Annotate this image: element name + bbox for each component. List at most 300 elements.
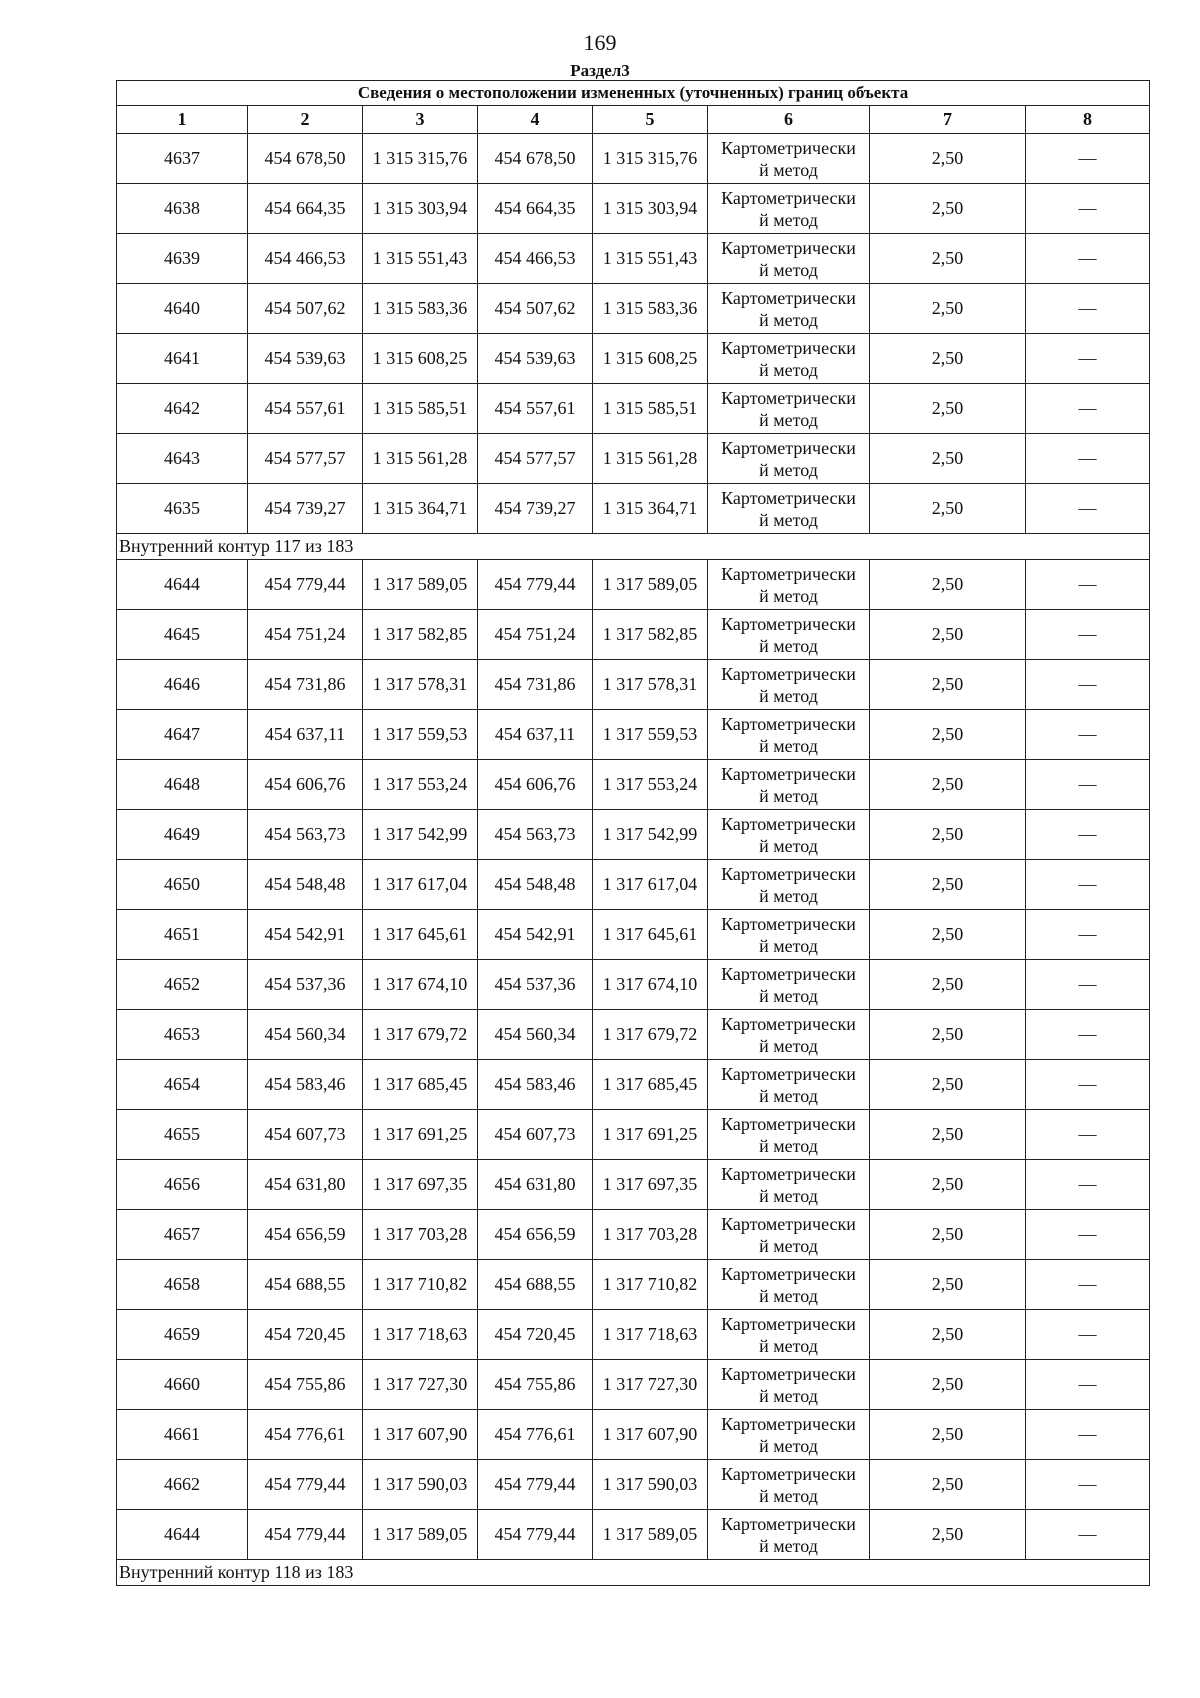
description-cell: — [1026,1060,1150,1110]
x-coordinate-new-cell: 454 779,44 [478,1460,593,1510]
x-coordinate-existing-cell: 454 557,61 [248,384,363,434]
y-coordinate-existing-cell: 1 315 551,43 [363,234,478,284]
column-number-row [117,106,1150,134]
x-coordinate-new-cell: 454 637,11 [478,710,593,760]
table-row [117,1410,1150,1460]
y-coordinate-existing-cell: 1 317 703,28 [363,1210,478,1260]
accuracy-cell: 2,50 [870,1160,1026,1210]
method-cell [708,760,870,810]
accuracy-cell: 2,50 [870,810,1026,860]
y-coordinate-new-cell: 1 317 578,31 [593,660,708,710]
x-coordinate-new-cell: 454 542,91 [478,910,593,960]
method-line: й метод [759,785,818,806]
accuracy-cell: 2,50 [870,860,1026,910]
method-line: Картометрически [721,713,856,734]
y-coordinate-new-cell: 1 317 697,35 [593,1160,708,1210]
method-line: Картометрически [721,1413,856,1434]
accuracy-cell: 2,50 [870,334,1026,384]
method-line: Картометрически [721,913,856,934]
accuracy-cell: 2,50 [870,1310,1026,1360]
description-cell: — [1026,234,1150,284]
x-coordinate-existing-cell: 454 688,55 [248,1260,363,1310]
y-coordinate-new-cell: 1 315 551,43 [593,234,708,284]
table-row [117,1110,1150,1160]
method-line: Картометрически [721,337,856,358]
point-number-cell: 4656 [117,1160,248,1210]
y-coordinate-new-cell: 1 315 608,25 [593,334,708,384]
x-coordinate-existing-cell: 454 751,24 [248,610,363,660]
method-line: Картометрически [721,1013,856,1034]
y-coordinate-new-cell: 1 317 679,72 [593,1010,708,1060]
table-row [117,1510,1150,1560]
contour-row [117,1560,1150,1586]
column-number: 5 [593,106,708,134]
method-line: Картометрически [721,1063,856,1084]
accuracy-cell: 2,50 [870,1210,1026,1260]
y-coordinate-new-cell: 1 317 589,05 [593,560,708,610]
x-coordinate-existing-cell: 454 731,86 [248,660,363,710]
y-coordinate-existing-cell: 1 315 364,71 [363,484,478,534]
description-cell: — [1026,184,1150,234]
method-line: Картометрически [721,813,856,834]
y-coordinate-existing-cell: 1 317 685,45 [363,1060,478,1110]
point-number-cell: 4637 [117,134,248,184]
method-line: Картометрически [721,763,856,784]
point-number-cell: 4651 [117,910,248,960]
y-coordinate-existing-cell: 1 315 315,76 [363,134,478,184]
y-coordinate-existing-cell: 1 317 589,05 [363,1510,478,1560]
accuracy-cell: 2,50 [870,1460,1026,1510]
y-coordinate-new-cell: 1 317 559,53 [593,710,708,760]
accuracy-cell: 2,50 [870,710,1026,760]
method-line: Картометрически [721,1163,856,1184]
method-line: й метод [759,1035,818,1056]
method-line: й метод [759,1485,818,1506]
method-cell [708,1060,870,1110]
accuracy-cell: 2,50 [870,1110,1026,1160]
boundary-coordinates-table [116,80,1150,1586]
table-row [117,910,1150,960]
x-coordinate-new-cell: 454 557,61 [478,384,593,434]
method-line: й метод [759,1285,818,1306]
method-cell [708,610,870,660]
table-row [117,560,1150,610]
y-coordinate-new-cell: 1 317 553,24 [593,760,708,810]
method-cell [708,1160,870,1210]
method-line: й метод [759,885,818,906]
x-coordinate-existing-cell: 454 678,50 [248,134,363,184]
method-cell [708,134,870,184]
x-coordinate-new-cell: 454 678,50 [478,134,593,184]
x-coordinate-existing-cell: 454 537,36 [248,960,363,1010]
y-coordinate-existing-cell: 1 317 697,35 [363,1160,478,1210]
description-cell: — [1026,610,1150,660]
accuracy-cell: 2,50 [870,1410,1026,1460]
point-number-cell: 4635 [117,484,248,534]
y-coordinate-existing-cell: 1 317 679,72 [363,1010,478,1060]
table-title-row [117,81,1150,106]
method-cell [708,810,870,860]
description-cell: — [1026,810,1150,860]
method-line: й метод [759,309,818,330]
method-cell [708,1010,870,1060]
method-line: й метод [759,1235,818,1256]
y-coordinate-existing-cell: 1 317 590,03 [363,1460,478,1510]
method-line: й метод [759,835,818,856]
accuracy-cell: 2,50 [870,384,1026,434]
y-coordinate-existing-cell: 1 317 553,24 [363,760,478,810]
y-coordinate-new-cell: 1 317 685,45 [593,1060,708,1110]
description-cell: — [1026,384,1150,434]
description-cell: — [1026,1260,1150,1310]
x-coordinate-existing-cell: 454 656,59 [248,1210,363,1260]
method-line: й метод [759,1085,818,1106]
x-coordinate-new-cell: 454 466,53 [478,234,593,284]
point-number-cell: 4641 [117,334,248,384]
y-coordinate-new-cell: 1 315 315,76 [593,134,708,184]
accuracy-cell: 2,50 [870,484,1026,534]
column-number: 6 [708,106,870,134]
description-cell: — [1026,1310,1150,1360]
point-number-cell: 4642 [117,384,248,434]
x-coordinate-existing-cell: 454 739,27 [248,484,363,534]
description-cell: — [1026,760,1150,810]
x-coordinate-new-cell: 454 583,46 [478,1060,593,1110]
method-cell [708,1310,870,1360]
column-number: 3 [363,106,478,134]
point-number-cell: 4659 [117,1310,248,1360]
x-coordinate-existing-cell: 454 548,48 [248,860,363,910]
method-line: Картометрически [721,287,856,308]
y-coordinate-existing-cell: 1 317 589,05 [363,560,478,610]
table-row [117,234,1150,284]
x-coordinate-new-cell: 454 631,80 [478,1160,593,1210]
table-row [117,434,1150,484]
table-row [117,1210,1150,1260]
method-cell [708,660,870,710]
description-cell: — [1026,960,1150,1010]
method-line: й метод [759,985,818,1006]
y-coordinate-existing-cell: 1 317 542,99 [363,810,478,860]
x-coordinate-existing-cell: 454 560,34 [248,1010,363,1060]
method-cell [708,1110,870,1160]
contour-label: Внутренний контур 118 из 183 [117,1560,1150,1586]
description-cell: — [1026,434,1150,484]
method-line: Картометрически [721,1363,856,1384]
method-line: Картометрически [721,963,856,984]
x-coordinate-new-cell: 454 560,34 [478,1010,593,1060]
y-coordinate-existing-cell: 1 317 607,90 [363,1410,478,1460]
table-row [117,660,1150,710]
accuracy-cell: 2,50 [870,960,1026,1010]
description-cell: — [1026,1360,1150,1410]
x-coordinate-new-cell: 454 664,35 [478,184,593,234]
x-coordinate-new-cell: 454 720,45 [478,1310,593,1360]
method-line: Картометрически [721,237,856,258]
x-coordinate-new-cell: 454 537,36 [478,960,593,1010]
y-coordinate-existing-cell: 1 317 718,63 [363,1310,478,1360]
table-row [117,860,1150,910]
x-coordinate-existing-cell: 454 606,76 [248,760,363,810]
method-line: Картометрически [721,187,856,208]
method-line: й метод [759,1535,818,1556]
section-title: Раздел3 [570,61,630,80]
method-cell [708,910,870,960]
x-coordinate-existing-cell: 454 583,46 [248,1060,363,1110]
description-cell: — [1026,1510,1150,1560]
y-coordinate-existing-cell: 1 317 691,25 [363,1110,478,1160]
accuracy-cell: 2,50 [870,660,1026,710]
x-coordinate-existing-cell: 454 776,61 [248,1410,363,1460]
method-cell [708,960,870,1010]
description-cell: — [1026,910,1150,960]
point-number-cell: 4655 [117,1110,248,1160]
description-cell: — [1026,334,1150,384]
method-line: Картометрически [721,1213,856,1234]
method-line: Картометрически [721,1313,856,1334]
y-coordinate-new-cell: 1 317 703,28 [593,1210,708,1260]
method-line: й метод [759,1385,818,1406]
method-line: Картометрически [721,387,856,408]
method-line: й метод [759,735,818,756]
y-coordinate-existing-cell: 1 317 710,82 [363,1260,478,1310]
x-coordinate-existing-cell: 454 563,73 [248,810,363,860]
description-cell: — [1026,134,1150,184]
method-line: й метод [759,409,818,430]
point-number-cell: 4640 [117,284,248,334]
table-row [117,334,1150,384]
method-line: й метод [759,459,818,480]
method-line: й метод [759,1435,818,1456]
y-coordinate-existing-cell: 1 315 583,36 [363,284,478,334]
y-coordinate-existing-cell: 1 317 578,31 [363,660,478,710]
point-number-cell: 4644 [117,560,248,610]
description-cell: — [1026,1210,1150,1260]
y-coordinate-existing-cell: 1 317 582,85 [363,610,478,660]
x-coordinate-new-cell: 454 607,73 [478,1110,593,1160]
y-coordinate-new-cell: 1 315 303,94 [593,184,708,234]
x-coordinate-new-cell: 454 688,55 [478,1260,593,1310]
method-line: й метод [759,359,818,380]
column-number: 8 [1026,106,1150,134]
method-cell [708,560,870,610]
table-row [117,184,1150,234]
x-coordinate-new-cell: 454 779,44 [478,560,593,610]
point-number-cell: 4654 [117,1060,248,1110]
description-cell: — [1026,1110,1150,1160]
method-cell [708,1360,870,1410]
y-coordinate-new-cell: 1 315 585,51 [593,384,708,434]
table-row [117,1310,1150,1360]
y-coordinate-existing-cell: 1 317 617,04 [363,860,478,910]
description-cell: — [1026,860,1150,910]
table-row [117,384,1150,434]
accuracy-cell: 2,50 [870,1510,1026,1560]
table-row [117,134,1150,184]
x-coordinate-existing-cell: 454 779,44 [248,1460,363,1510]
x-coordinate-new-cell: 454 563,73 [478,810,593,860]
y-coordinate-new-cell: 1 317 607,90 [593,1410,708,1460]
method-line: Картометрически [721,487,856,508]
point-number-cell: 4652 [117,960,248,1010]
accuracy-cell: 2,50 [870,910,1026,960]
table-row [117,610,1150,660]
table-row [117,1460,1150,1510]
table-row [117,1010,1150,1060]
x-coordinate-existing-cell: 454 607,73 [248,1110,363,1160]
accuracy-cell: 2,50 [870,1260,1026,1310]
y-coordinate-existing-cell: 1 317 559,53 [363,710,478,760]
table-row [117,810,1150,860]
x-coordinate-new-cell: 454 731,86 [478,660,593,710]
table-title: Сведения о местоположении измененных (уточненных) границ объекта [117,81,1150,106]
x-coordinate-existing-cell: 454 631,80 [248,1160,363,1210]
y-coordinate-new-cell: 1 317 645,61 [593,910,708,960]
description-cell: — [1026,284,1150,334]
table-row [117,1060,1150,1110]
accuracy-cell: 2,50 [870,610,1026,660]
contour-row [117,534,1150,560]
x-coordinate-new-cell: 454 755,86 [478,1360,593,1410]
y-coordinate-new-cell: 1 315 583,36 [593,284,708,334]
method-cell [708,860,870,910]
method-line: й метод [759,685,818,706]
method-cell [708,1260,870,1310]
description-cell: — [1026,560,1150,610]
table-row [117,960,1150,1010]
accuracy-cell: 2,50 [870,560,1026,610]
x-coordinate-existing-cell: 454 466,53 [248,234,363,284]
y-coordinate-new-cell: 1 317 710,82 [593,1260,708,1310]
point-number-cell: 4648 [117,760,248,810]
method-cell [708,334,870,384]
point-number-cell: 4661 [117,1410,248,1460]
x-coordinate-new-cell: 454 739,27 [478,484,593,534]
table-row [117,284,1150,334]
method-line: й метод [759,1335,818,1356]
y-coordinate-existing-cell: 1 315 585,51 [363,384,478,434]
point-number-cell: 4662 [117,1460,248,1510]
method-line: Картометрически [721,663,856,684]
x-coordinate-existing-cell: 454 637,11 [248,710,363,760]
point-number-cell: 4645 [117,610,248,660]
y-coordinate-new-cell: 1 317 691,25 [593,1110,708,1160]
y-coordinate-new-cell: 1 317 727,30 [593,1360,708,1410]
y-coordinate-new-cell: 1 315 561,28 [593,434,708,484]
method-cell [708,284,870,334]
x-coordinate-new-cell: 454 577,57 [478,434,593,484]
y-coordinate-existing-cell: 1 315 303,94 [363,184,478,234]
method-line: й метод [759,635,818,656]
point-number-cell: 4643 [117,434,248,484]
table-body [117,134,1150,1586]
x-coordinate-existing-cell: 454 779,44 [248,1510,363,1560]
description-cell: — [1026,1160,1150,1210]
method-line: й метод [759,1185,818,1206]
method-line: Картометрически [721,1463,856,1484]
y-coordinate-new-cell: 1 317 674,10 [593,960,708,1010]
method-cell [708,1460,870,1510]
accuracy-cell: 2,50 [870,434,1026,484]
method-cell [708,484,870,534]
page-number: 169 [583,30,617,55]
y-coordinate-existing-cell: 1 315 608,25 [363,334,478,384]
method-line: Картометрически [721,563,856,584]
x-coordinate-new-cell: 454 539,63 [478,334,593,384]
table-row [117,1160,1150,1210]
x-coordinate-existing-cell: 454 542,91 [248,910,363,960]
method-line: Картометрически [721,863,856,884]
y-coordinate-new-cell: 1 317 542,99 [593,810,708,860]
x-coordinate-new-cell: 454 507,62 [478,284,593,334]
method-line: й метод [759,1135,818,1156]
method-line: й метод [759,509,818,530]
method-line: й метод [759,159,818,180]
description-cell: — [1026,1010,1150,1060]
y-coordinate-new-cell: 1 317 582,85 [593,610,708,660]
x-coordinate-new-cell: 454 776,61 [478,1410,593,1460]
x-coordinate-existing-cell: 454 539,63 [248,334,363,384]
table-row [117,760,1150,810]
point-number-cell: 4660 [117,1360,248,1410]
x-coordinate-new-cell: 454 751,24 [478,610,593,660]
y-coordinate-new-cell: 1 315 364,71 [593,484,708,534]
accuracy-cell: 2,50 [870,234,1026,284]
method-cell [708,1510,870,1560]
point-number-cell: 4658 [117,1260,248,1310]
x-coordinate-new-cell: 454 656,59 [478,1210,593,1260]
point-number-cell: 4646 [117,660,248,710]
point-number-cell: 4650 [117,860,248,910]
y-coordinate-new-cell: 1 317 617,04 [593,860,708,910]
accuracy-cell: 2,50 [870,1060,1026,1110]
method-line: й метод [759,935,818,956]
accuracy-cell: 2,50 [870,760,1026,810]
y-coordinate-existing-cell: 1 315 561,28 [363,434,478,484]
column-number: 7 [870,106,1026,134]
y-coordinate-existing-cell: 1 317 674,10 [363,960,478,1010]
method-line: Картометрически [721,1113,856,1134]
accuracy-cell: 2,50 [870,184,1026,234]
description-cell: — [1026,660,1150,710]
description-cell: — [1026,1410,1150,1460]
x-coordinate-existing-cell: 454 779,44 [248,560,363,610]
table-row [117,1260,1150,1310]
x-coordinate-existing-cell: 454 755,86 [248,1360,363,1410]
x-coordinate-new-cell: 454 779,44 [478,1510,593,1560]
x-coordinate-new-cell: 454 606,76 [478,760,593,810]
x-coordinate-existing-cell: 454 577,57 [248,434,363,484]
method-line: Картометрически [721,437,856,458]
accuracy-cell: 2,50 [870,134,1026,184]
table-row [117,484,1150,534]
method-line: Картометрически [721,1513,856,1534]
column-number: 4 [478,106,593,134]
accuracy-cell: 2,50 [870,1010,1026,1060]
method-cell [708,710,870,760]
method-line: Картометрически [721,1263,856,1284]
method-cell [708,1410,870,1460]
point-number-cell: 4657 [117,1210,248,1260]
method-cell [708,1210,870,1260]
point-number-cell: 4649 [117,810,248,860]
point-number-cell: 4644 [117,1510,248,1560]
method-cell [708,184,870,234]
description-cell: — [1026,1460,1150,1510]
x-coordinate-existing-cell: 454 507,62 [248,284,363,334]
y-coordinate-new-cell: 1 317 590,03 [593,1460,708,1510]
x-coordinate-existing-cell: 454 720,45 [248,1310,363,1360]
